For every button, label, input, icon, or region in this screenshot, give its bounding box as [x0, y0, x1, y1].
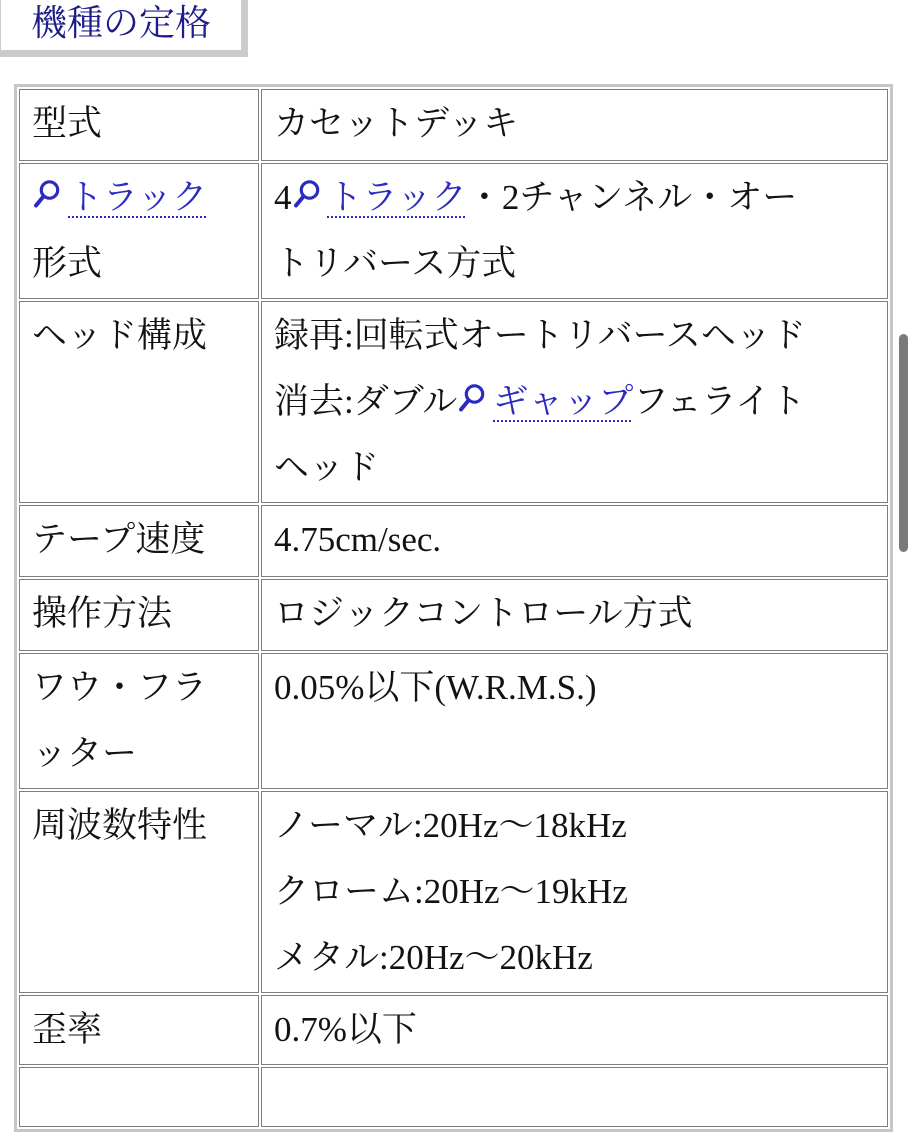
glossary-search-link[interactable]: ギャップ	[457, 382, 633, 421]
spec-label-cell	[19, 163, 259, 299]
spec-text: メタル:20Hz〜20kHz	[274, 938, 593, 977]
section-heading-box	[0, 0, 248, 57]
spec-label-cell	[19, 653, 259, 789]
spec-text: ッター	[32, 734, 138, 773]
spec-label-cell	[19, 89, 259, 161]
spec-row-tape-speed	[19, 505, 888, 577]
spec-text: 形式	[32, 244, 103, 283]
spec-row-distortion	[19, 995, 888, 1065]
spec-row-operation-method	[19, 579, 888, 651]
vertical-scrollbar-thumb[interactable]	[899, 334, 908, 552]
spec-text: 型式	[32, 104, 103, 143]
spec-text: ヘッド構成	[32, 316, 208, 355]
spec-value-cell	[261, 301, 888, 503]
spec-label-cell	[19, 995, 259, 1065]
spec-text: ノーマル:20Hz〜18kHz	[274, 806, 627, 845]
spec-table	[14, 84, 893, 1132]
spec-text: 録再:回転式オートリバースヘッド	[274, 316, 806, 355]
spec-value-cell	[261, 579, 888, 651]
spec-label-cell	[19, 579, 259, 651]
spec-text: 周波数特性	[32, 806, 208, 845]
spec-row-track-system	[19, 163, 888, 299]
spec-text: テープ速度	[32, 520, 206, 559]
spec-label-cell	[19, 791, 259, 993]
spec-text: 消去:ダブル	[274, 382, 458, 421]
spec-text: 0.05%以下(W.R.M.S.)	[274, 668, 597, 707]
spec-text: トリバース方式	[274, 244, 517, 283]
spec-text: ロジックコントロール方式	[274, 594, 693, 633]
spec-row-model-type	[19, 89, 888, 161]
spec-value-cell	[261, 505, 888, 577]
spec-text: カセットデッキ	[274, 104, 519, 143]
spec-label-cell	[19, 1067, 259, 1127]
spec-row-head-configuration	[19, 301, 888, 503]
search-icon	[32, 179, 62, 213]
spec-text: ヘッド	[274, 448, 380, 487]
spec-value-cell	[261, 89, 888, 161]
spec-text: ワウ・フラ	[32, 668, 208, 707]
spec-value-cell	[261, 653, 888, 789]
spec-row-frequency-response	[19, 791, 888, 993]
spec-value-cell	[261, 791, 888, 993]
spec-text: 0.7%以下	[274, 1010, 417, 1049]
spec-label-cell	[19, 301, 259, 503]
spec-text: ・2チャンネル・オー	[466, 178, 798, 217]
search-icon	[292, 179, 322, 213]
spec-text: 歪率	[32, 1010, 103, 1049]
spec-row-wow-flutter	[19, 653, 888, 789]
spec-text: 4.75cm/sec.	[274, 520, 442, 559]
spec-text: 4	[274, 178, 292, 217]
spec-value-cell	[261, 163, 888, 299]
spec-label-cell	[19, 505, 259, 577]
spec-text: クローム:20Hz〜19kHz	[274, 872, 628, 911]
spec-text: 操作方法	[32, 594, 173, 633]
page-title: 機種の定格	[31, 3, 212, 43]
search-icon	[457, 383, 487, 417]
spec-table-body	[19, 89, 888, 1127]
spec-value-cell	[261, 995, 888, 1065]
spec-row-partial-row	[19, 1067, 888, 1127]
glossary-search-link[interactable]: トラック	[292, 178, 467, 217]
spec-text: フェライト	[633, 382, 806, 421]
spec-value-cell	[261, 1067, 888, 1127]
glossary-search-link[interactable]: トラック	[32, 178, 207, 217]
